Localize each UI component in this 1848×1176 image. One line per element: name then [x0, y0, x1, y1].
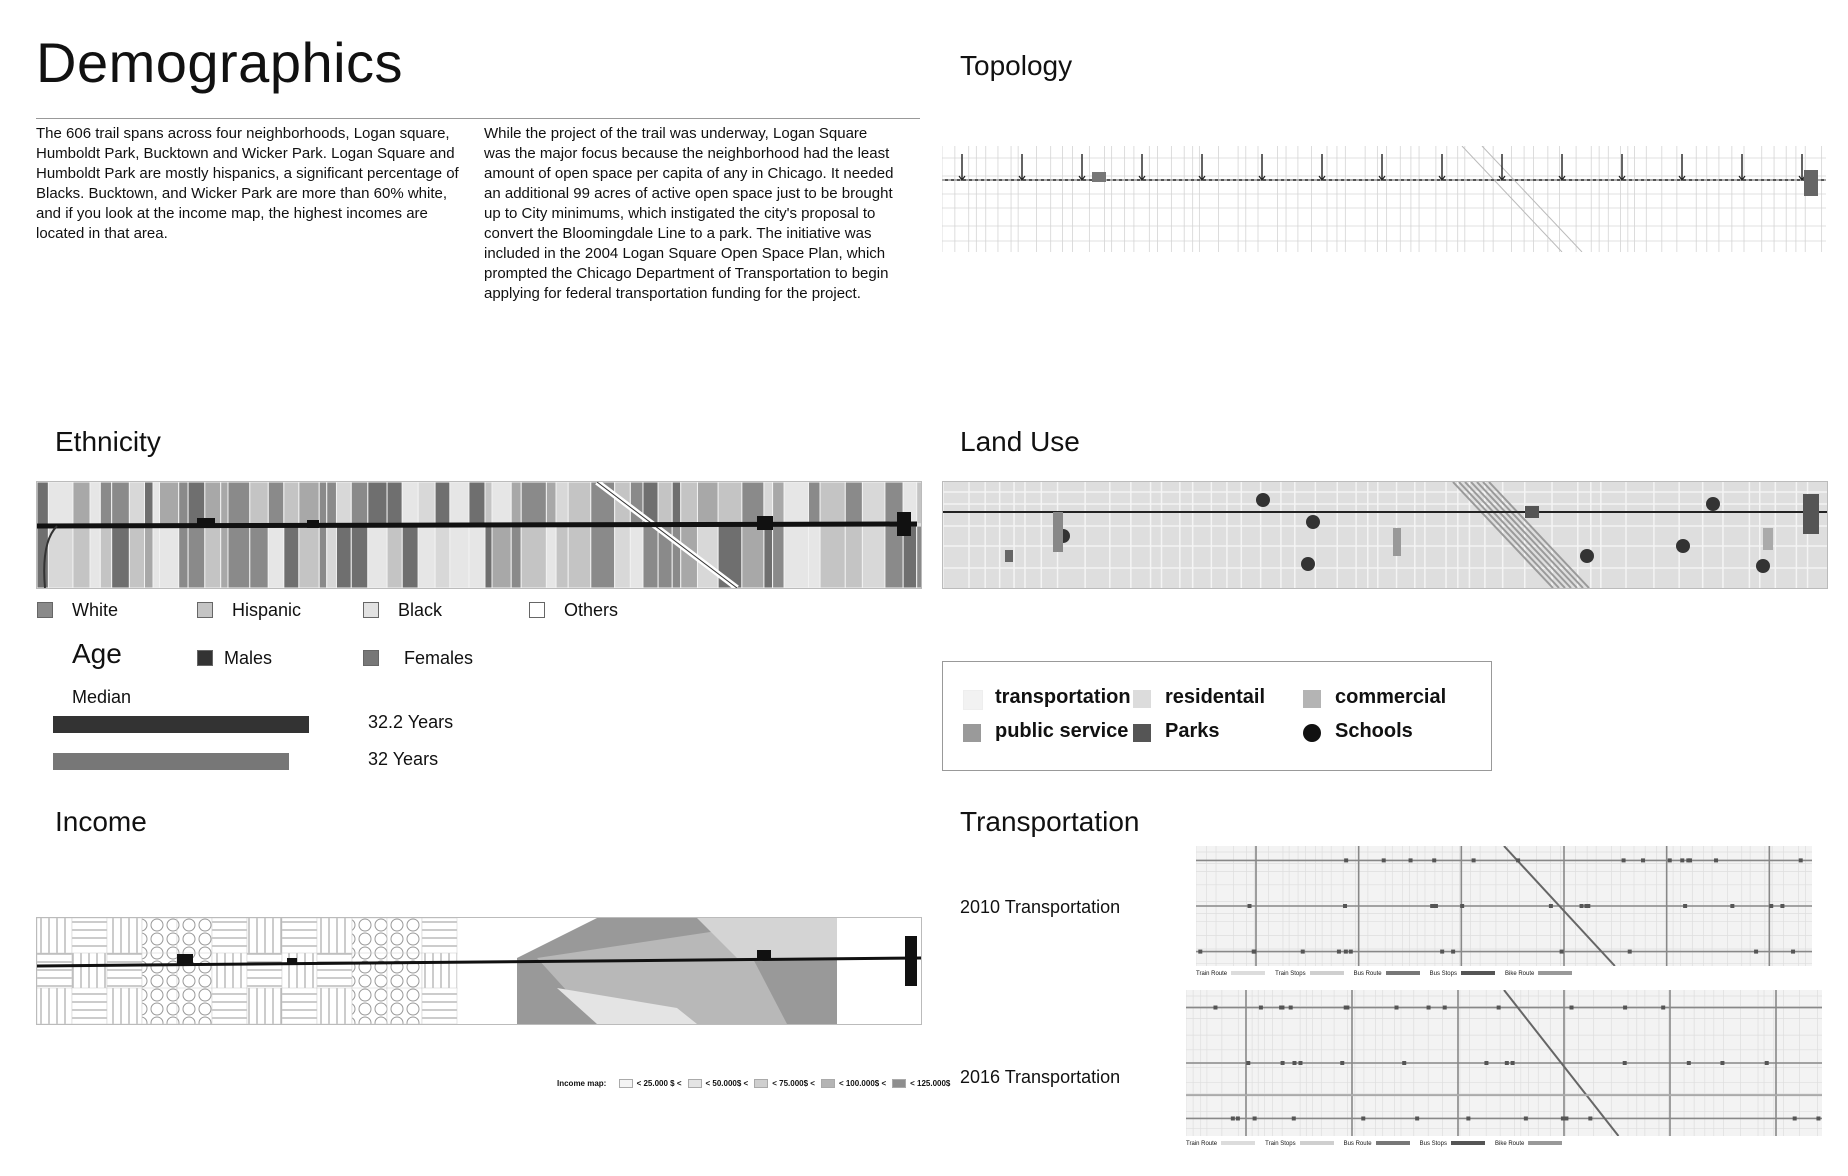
age-swatch: [363, 650, 379, 666]
income-swatch: [892, 1079, 906, 1088]
intro-line: located in that area.: [36, 225, 168, 242]
transportation-legend-swatch: [1451, 1141, 1485, 1145]
income-legend-item: < 25.000 $ <: [636, 1079, 682, 1088]
transportation-legend-swatch: [1310, 971, 1344, 975]
transportation-legend-item: Train Route: [1196, 971, 1228, 977]
income-legend-title: Income map:: [557, 1079, 607, 1088]
transportation-heading: Transportation: [960, 806, 1140, 837]
age-bar-label: 32 Years: [368, 749, 439, 769]
ethnicity-heading: Ethnicity: [55, 426, 161, 457]
transportation-legend-swatch: [1528, 1141, 1562, 1145]
transportation-2016-label: 2016 Transportation: [960, 1067, 1121, 1087]
transportation-legend-item: Bike Route: [1504, 971, 1535, 977]
income-swatch: [821, 1079, 835, 1088]
transportation-2010-label: 2010 Transportation: [960, 897, 1121, 917]
land-use-label: residentail: [1165, 686, 1266, 708]
intro-line: up to City minimums, which instigated the city's proposal to: [484, 205, 876, 222]
income-legend-item: < 75.000$ <: [772, 1079, 815, 1088]
transportation-legend-item: Bus Route: [1343, 1141, 1372, 1147]
title-divider: [36, 118, 920, 119]
age-swatch: [197, 650, 213, 666]
age-legend-label: Males: [224, 648, 273, 668]
transportation-legend-swatch: [1221, 1141, 1255, 1145]
age-bar: [53, 716, 309, 733]
topology-heading: Topology: [960, 50, 1073, 81]
intro-line: convert the Bloomingdale Line to a park. The initiative was: [484, 225, 872, 242]
land-use-label: Parks: [1165, 720, 1220, 742]
age-bar: [53, 753, 289, 770]
age-heading: Age: [72, 638, 122, 669]
land-use-map: [942, 481, 1828, 589]
intro-column-2: [484, 124, 924, 304]
intro-line: While the project of the trail was underway, Logan Square: [484, 125, 868, 142]
transportation-legend-item: Bike Route: [1494, 1141, 1525, 1147]
land-use-swatch: [963, 724, 981, 742]
age-legend-label: Females: [404, 648, 474, 668]
transportation-legend-swatch: [1538, 971, 1572, 975]
transportation-2010-map: [1196, 846, 1812, 966]
transportation-legend-item: Bus Route: [1353, 971, 1382, 977]
intro-line: Humboldt Park, Bucktown and Wicker Park. Logan Square and: [36, 145, 455, 162]
income-map: [36, 917, 922, 1025]
land-use-legend: [942, 661, 1492, 771]
transportation-legend-swatch: [1376, 1141, 1410, 1145]
intro-line: prompted the Chicago Department of Transportation to begin: [484, 265, 889, 282]
land-use-heading: Land Use: [960, 426, 1080, 457]
intro-line: Humboldt Park are mostly hispanics, a significant percentage of: [36, 165, 459, 182]
transportation-legend-item: Train Stops: [1275, 971, 1306, 977]
ethnicity-swatch: [197, 602, 213, 618]
transportation-legend-swatch: [1386, 971, 1420, 975]
transportation-legend-swatch: [1461, 971, 1495, 975]
transportation-legend-swatch: [1231, 971, 1265, 975]
land-use-label: commercial: [1335, 686, 1447, 708]
income-swatch: [688, 1079, 702, 1088]
income-legend-item: < 50.000$ <: [705, 1079, 749, 1088]
intro-line: applying for federal transportation funding for the project.: [484, 285, 861, 302]
income-legend-item: < 125.000$: [910, 1079, 951, 1088]
land-use-label: public service: [995, 720, 1129, 742]
land-use-label: Schools: [1335, 720, 1413, 742]
ethnicity-label: Black: [398, 600, 443, 620]
age-bar-label: 32.2 Years: [368, 712, 454, 732]
median-label: Median: [72, 687, 132, 707]
page-title: Demographics: [36, 31, 404, 94]
income-swatch: [619, 1079, 633, 1088]
intro-column-1: [36, 124, 476, 244]
intro-line: amount of open space per capita of any in Chicago. It needed: [484, 165, 894, 182]
ethnicity-label: White: [72, 600, 119, 620]
intro-line: was the major focus because the neighborhood had the least: [484, 145, 890, 162]
land-use-swatch: [1133, 724, 1151, 742]
ethnicity-label: Hispanic: [232, 600, 302, 620]
transportation-2016-map: [1186, 990, 1822, 1136]
transportation-2016-legend: [1186, 1141, 1572, 1147]
land-use-swatch: [1303, 690, 1321, 708]
transportation-legend-item: Train Stops: [1265, 1141, 1296, 1147]
intro-line: The 606 trail spans across four neighborhoods, Logan square,: [36, 125, 450, 142]
income-swatch: [754, 1079, 768, 1088]
intro-line: Blacks. Bucktown, and Wicker Park are more than 60% white,: [36, 185, 448, 202]
ethnicity-map: [36, 481, 922, 589]
land-use-label: transportation: [995, 686, 1131, 708]
transportation-legend-swatch: [1300, 1141, 1334, 1145]
intro-line: an additional 99 acres of active open space just to be brought: [484, 185, 893, 202]
ethnicity-swatch: [37, 602, 53, 618]
ethnicity-swatch: [529, 602, 545, 618]
ethnicity-label: Others: [564, 600, 619, 620]
income-legend: [557, 1079, 950, 1088]
topology-map: [942, 146, 1826, 252]
income-heading: Income: [55, 806, 147, 837]
land-use-swatch: [1303, 724, 1321, 742]
transportation-legend-item: Bus Stops: [1429, 971, 1457, 977]
land-use-swatch: [1133, 690, 1151, 708]
intro-line: included in the 2004 Logan Square Open Space Plan, which: [484, 245, 886, 262]
land-use-swatch: [963, 690, 983, 710]
transportation-legend-item: Train Route: [1186, 1141, 1218, 1147]
ethnicity-swatch: [363, 602, 379, 618]
income-legend-item: < 100.000$ <: [838, 1079, 887, 1088]
intro-line: and if you look at the income map, the highest incomes are: [36, 205, 428, 222]
transportation-legend-item: Bus Stops: [1419, 1141, 1447, 1147]
transportation-2010-legend: [1196, 971, 1582, 977]
